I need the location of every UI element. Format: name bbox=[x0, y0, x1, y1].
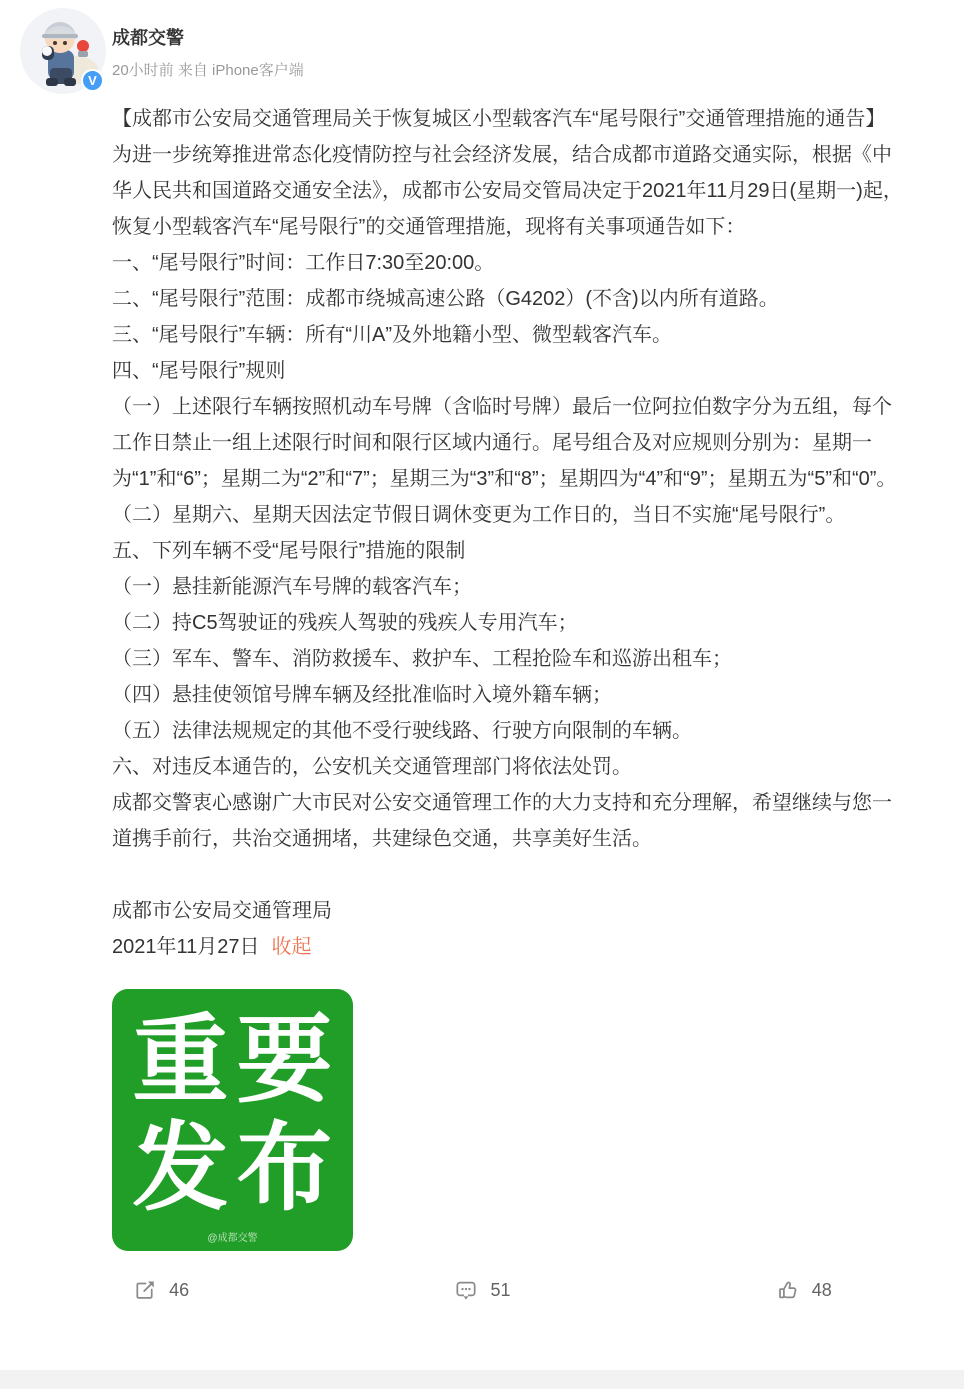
date-line bbox=[112, 929, 905, 965]
username[interactable]: 成都交警 bbox=[112, 28, 184, 48]
post-paragraph: 【成都市公安局交通管理局关于恢复城区小型载客汽车“尾号限行”交通管理措施的通告】 bbox=[112, 108, 886, 130]
post-paragraph: （四）悬挂使领馆号牌车辆及经批准临时入境外籍车辆； bbox=[112, 684, 612, 706]
share-button[interactable] bbox=[0, 1277, 321, 1303]
header-text bbox=[112, 10, 904, 80]
post-paragraph: （一）悬挂新能源汽车号牌的载客汽车； bbox=[112, 576, 472, 598]
post-paragraph: （二）持C5驾驶证的残疾人驾驶的残疾人专用汽车； bbox=[112, 612, 578, 634]
post-header bbox=[0, 0, 964, 97]
post-paragraph: 三、“尾号限行”车辆：所有“川A”及外地籍小型、微型载客汽车。 bbox=[112, 324, 672, 346]
post-paragraph: （二）星期六、星期天因法定节假日调休变更为工作日的，当日不实施“尾号限行”。 bbox=[112, 504, 846, 526]
like-count: 48 bbox=[811, 1279, 832, 1300]
comment-icon bbox=[453, 1277, 479, 1303]
post-paragraph: 六、对违反本通告的，公安机关交通管理部门将依法处罚。 bbox=[112, 756, 632, 778]
post-paragraph: 一、“尾号限行”时间：工作日7:30至20:00。 bbox=[112, 252, 495, 274]
image-text-line1: 重要 bbox=[132, 1007, 341, 1114]
post-paragraph: （一）上述限行车辆按照机动车号牌（含临时号牌）最后一位阿拉伯数字分为五组，每个工作日禁止一组上述限行时间和限行区域内通行。尾号组合及对应规则分别为：星期一为“1”和“6”；星期二为“2”和“7”；星期三为“3”和“8”；星期四为“4”和“9”；星期五为“5”和“0”。 bbox=[112, 396, 897, 490]
comment-button[interactable] bbox=[321, 1277, 642, 1303]
post-paragraph: 二、“尾号限行”范围：成都市绕城高速公路（G4202）(不含)以内所有道路。 bbox=[112, 288, 779, 310]
post-paragraph: 五、下列车辆不受“尾号限行”措施的限制 bbox=[112, 540, 466, 562]
post-paragraph: 四、“尾号限行”规则 bbox=[112, 360, 286, 382]
thumbs-up-icon bbox=[775, 1277, 801, 1303]
signature-line: 成都市公安局交通管理局 bbox=[112, 900, 332, 922]
post-paragraph: 成都交警衷心感谢广大市民对公安交通管理工作的大力支持和充分理解，希望继续与您一道携手前行，共治交通拥堵，共建绿色交通，共享美好生活。 bbox=[112, 792, 892, 850]
post-date: 2021年11月27日 bbox=[112, 936, 260, 958]
post-paragraph: （五）法律法规规定的其他不受行驶线路、行驶方向限制的车辆。 bbox=[112, 720, 692, 742]
avatar[interactable] bbox=[20, 8, 106, 94]
collapse-link[interactable]: 收起 bbox=[271, 936, 312, 958]
action-bar bbox=[0, 1267, 964, 1317]
post-body bbox=[112, 101, 905, 965]
post-paragraphs bbox=[112, 101, 905, 857]
like-button[interactable] bbox=[643, 1277, 964, 1303]
post-paragraph: 为进一步统筹推进常态化疫情防控与社会经济发展，结合成都市道路交通实际，根据《中华人民共和国道路交通安全法》，成都市公安局交管局决定于2021年11月29日(星期一)起，恢复小型载客汽车“尾号限行”的交通管理措施，现将有关事项通告如下： bbox=[112, 144, 903, 238]
post-image[interactable] bbox=[112, 989, 353, 1251]
post-meta: 20小时前 来自 iPhone客户端 bbox=[112, 62, 304, 79]
comment-count: 51 bbox=[490, 1279, 511, 1300]
bottom-divider bbox=[0, 1370, 964, 1389]
image-watermark: @成都交警 bbox=[207, 1233, 258, 1244]
share-icon bbox=[132, 1277, 158, 1303]
image-text-line2: 发布 bbox=[132, 1115, 341, 1222]
share-count: 46 bbox=[169, 1279, 190, 1300]
post-paragraph: （三）军车、警车、消防救援车、救护车、工程抢险车和巡游出租车； bbox=[112, 648, 732, 670]
verified-badge-icon: V bbox=[81, 69, 104, 92]
